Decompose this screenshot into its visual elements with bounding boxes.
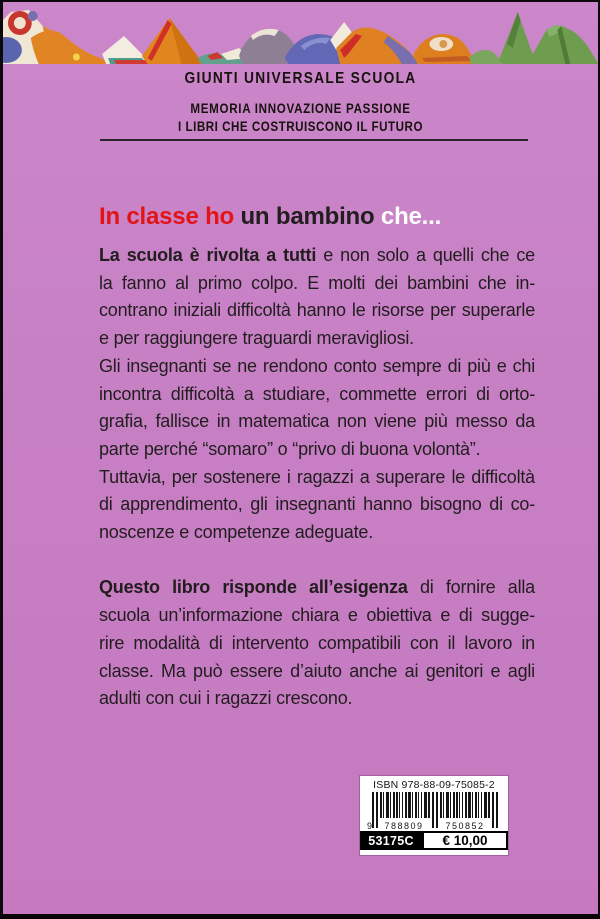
isbn-number: ISBN 978-88-09-75085-2 (373, 779, 495, 791)
collage-orange-wave (31, 30, 112, 64)
collage-orange-mountain (330, 22, 419, 64)
publisher-tagline-2: I LIBRI CHE COSTRUISCONO IL FUTURO (177, 119, 424, 134)
isbn-price-label (360, 776, 508, 855)
book-title-part-black: un bambino (234, 203, 375, 230)
body-line: la fanno al primo colpo. E molti dei bambini che in- (99, 272, 535, 293)
collage-orange-triangle (142, 18, 203, 64)
body-paragraph (99, 574, 535, 713)
body-paragraph (99, 353, 535, 464)
body-line: grafia, fallisce in matematica non viene più messo da (99, 411, 535, 432)
book-title-part-red: In classe ho (99, 203, 234, 230)
body-line: rire modalità di intervento compatibili con il lavoro in (99, 632, 535, 653)
barcode-digit-lead: 9 (367, 821, 373, 830)
body-line: e per raggiungere traguardi meravigliosi. (99, 328, 414, 349)
body-line: classe. Ma può essere d’aiuto anche ai genitori e agli (99, 660, 535, 681)
body-line: noscenze e competenze adeguate. (99, 522, 374, 543)
back-cover-blurb (99, 242, 535, 713)
body-line: La scuola è rivolta a tutti e non solo a quelli che ce (99, 245, 535, 265)
body-line: Questo libro risponde all’esigenza di fornire alla (99, 577, 535, 598)
body-line: adulti con cui i ragazzi crescono. (99, 688, 353, 709)
book-title-part-white: che... (374, 203, 442, 230)
label-bottom-row (360, 831, 508, 850)
header-divider-rule (100, 139, 528, 141)
body-line: Tuttavia, per sostenere i ragazzi a superare le difficoltà (99, 466, 535, 487)
body-line: contrano iniziali difficoltà hanno le risorse per superarle (99, 300, 535, 321)
body-line: scuola un’informazione chiara e obiettiva e di sugge- (99, 605, 535, 626)
collage-green-hills (469, 12, 598, 64)
barcode-digits-group1: 788809 (384, 821, 424, 830)
barcode-digits-group2: 750852 (445, 821, 485, 830)
body-line: parte perché “somaro” o “privo di buona volontà”. (99, 438, 481, 459)
publisher-series-name: GIUNTI UNIVERSALE SCUOLA (184, 70, 417, 87)
book-title (99, 203, 441, 231)
price: € 10,00 (422, 831, 508, 850)
body-paragraph (99, 464, 535, 547)
body-line: Gli insegnanti se ne rendono conto sempre di più e chi (99, 355, 535, 376)
body-paragraph (99, 242, 535, 353)
body-line: di apprendimento, gli insegnanti hanno bisogno di co- (99, 494, 535, 515)
ean13-barcode (367, 792, 501, 830)
product-code: 53175C (360, 831, 422, 850)
torn-paper-mountains-artwork (3, 2, 598, 65)
publisher-tagline-1: MEMORIA INNOVAZIONE PASSIONE (190, 101, 411, 116)
collage-swirl-mound (414, 34, 477, 64)
body-line: incontra difficoltà a studiare, commette errori di orto- (99, 383, 535, 404)
